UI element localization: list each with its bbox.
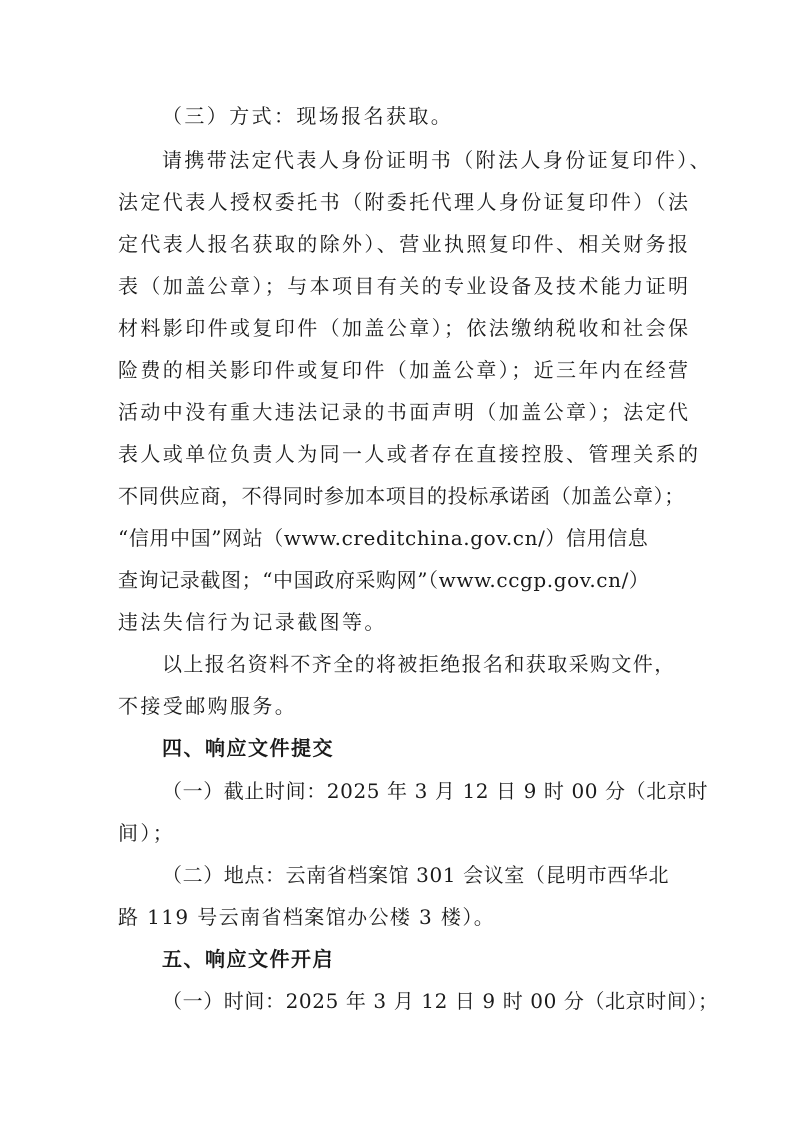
deadline-line: （一）截止时间：2025 年 3 月 12 日 9 时 00 分（北京时 — [162, 779, 709, 803]
notice-line: 不接受邮购服务。 — [118, 694, 298, 718]
body-text-line: 定代表人报名获取的除外）、营业执照复印件、相关财务报 — [118, 232, 691, 256]
body-text-line: 请携带法定代表人身份证明书（附法人身份证复印件）、 — [162, 148, 712, 172]
location-line: 路 119 号云南省档案馆办公楼 3 楼）。 — [118, 905, 496, 929]
body-text-line: “信用中国”网站（www.creditchina.gov.cn/）信用信息 — [118, 526, 649, 550]
opening-time-line: （一）时间：2025 年 3 月 12 日 9 时 00 分（北京时间）； — [162, 989, 719, 1013]
section-heading-opening: 五、响应文件开启 — [162, 947, 334, 971]
location-line: （二）地点：云南省档案馆 301 会议室（昆明市西华北 — [162, 863, 670, 887]
body-text-line: 险费的相关影印件或复印件（加盖公章）；近三年内在经营 — [118, 358, 691, 382]
body-text-line: 表（加盖公章）；与本项目有关的专业设备及技术能力证明 — [118, 274, 691, 298]
body-text-line: 表人或单位负责人为同一人或者存在直接控股、管理关系的 — [118, 442, 701, 466]
section-heading-submission: 四、响应文件提交 — [162, 736, 334, 760]
body-text-line: 活动中没有重大违法记录的书面声明（加盖公章）；法定代 — [118, 400, 691, 424]
body-text-line: 不同供应商，不得同时参加本项目的投标承诺函（加盖公章）； — [118, 484, 685, 508]
method-line: （三）方式：现场报名获取。 — [162, 104, 454, 128]
body-text-line: 查询记录截图；“中国政府采购网”（www.ccgp.gov.cn/） — [118, 568, 650, 592]
body-text-line: 材料影印件或复印件（加盖公章）；依法缴纳税收和社会保 — [118, 316, 691, 340]
deadline-line: 间）； — [118, 821, 176, 845]
body-text-line: 违法失信行为记录截图等。 — [118, 610, 387, 634]
body-text-line: 法定代表人授权委托书（附委托代理人身份证复印件）（法 — [118, 190, 691, 214]
notice-line: 以上报名资料不齐全的将被拒绝报名和获取采购文件， — [162, 652, 676, 676]
